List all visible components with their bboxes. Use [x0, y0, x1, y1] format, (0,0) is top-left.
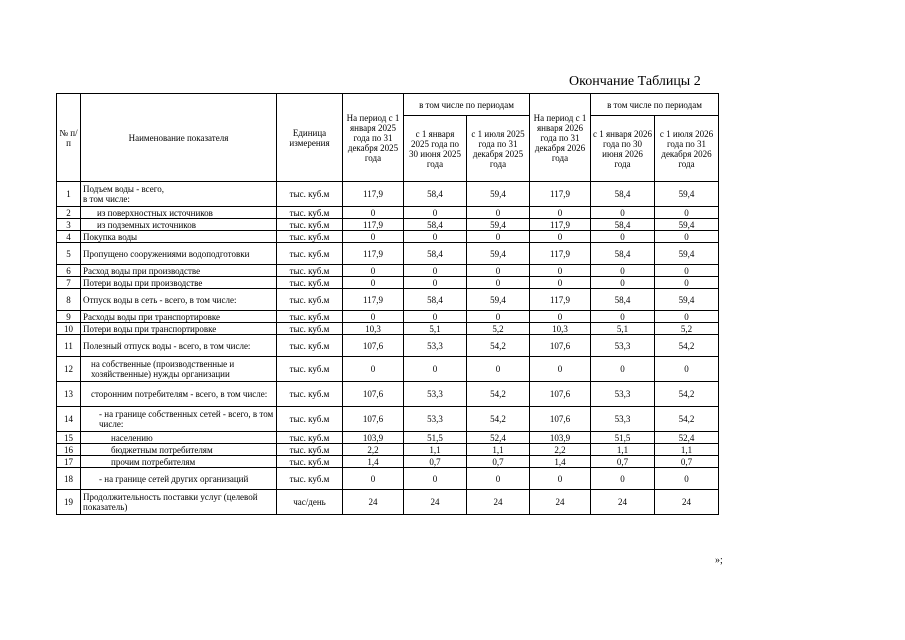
- table-row: [57, 382, 719, 407]
- value-cell: 5,1: [591, 323, 655, 335]
- value-cell: 0: [530, 277, 591, 289]
- value-cell: 107,6: [530, 335, 591, 357]
- value-cell: 0: [530, 311, 591, 323]
- value-cell: 58,4: [591, 182, 655, 207]
- value-cell: 117,9: [530, 219, 591, 231]
- value-cell: 117,9: [343, 219, 404, 231]
- unit-cell: тыс. куб.м: [277, 432, 343, 444]
- value-cell: 117,9: [530, 243, 591, 265]
- unit-cell: тыс. куб.м: [277, 407, 343, 432]
- value-cell: 53,3: [404, 407, 467, 432]
- table-row: [57, 182, 719, 207]
- unit-cell: тыс. куб.м: [277, 444, 343, 456]
- value-cell: 0: [591, 265, 655, 277]
- unit-cell: тыс. куб.м: [277, 311, 343, 323]
- indicator-name-cell: Покупка воды: [81, 231, 277, 243]
- unit-cell: тыс. куб.м: [277, 382, 343, 407]
- unit-cell: тыс. куб.м: [277, 277, 343, 289]
- value-cell: 0: [467, 207, 530, 219]
- header-period-2026: На период с 1 января 2026 года по 31 декабря 2026 года: [530, 94, 591, 182]
- value-cell: 0: [467, 265, 530, 277]
- value-cell: 0: [467, 277, 530, 289]
- value-cell: 1,1: [591, 444, 655, 456]
- table-row: [57, 335, 719, 357]
- value-cell: 0: [530, 207, 591, 219]
- value-cell: 103,9: [530, 432, 591, 444]
- row-number-cell: 19: [57, 490, 81, 515]
- value-cell: 0: [467, 357, 530, 382]
- value-cell: 53,3: [404, 382, 467, 407]
- value-cell: 0: [530, 265, 591, 277]
- indicator-name-cell: Подъем воды - всего, в том числе:: [81, 182, 277, 207]
- value-cell: 107,6: [530, 382, 591, 407]
- row-number-cell: 1: [57, 182, 81, 207]
- unit-cell: тыс. куб.м: [277, 468, 343, 490]
- row-number-cell: 12: [57, 357, 81, 382]
- value-cell: 53,3: [591, 382, 655, 407]
- unit-cell: тыс. куб.м: [277, 231, 343, 243]
- value-cell: 59,4: [655, 289, 719, 311]
- value-cell: 0: [343, 207, 404, 219]
- value-cell: 58,4: [591, 219, 655, 231]
- value-cell: 59,4: [467, 243, 530, 265]
- unit-cell: тыс. куб.м: [277, 219, 343, 231]
- value-cell: 0: [655, 311, 719, 323]
- value-cell: 0: [404, 265, 467, 277]
- indicator-name-cell: Расходы воды при транспортировке: [81, 311, 277, 323]
- table-body: [57, 182, 719, 515]
- value-cell: 24: [591, 490, 655, 515]
- value-cell: 0: [404, 207, 467, 219]
- table-row: [57, 231, 719, 243]
- value-cell: 0: [655, 265, 719, 277]
- unit-cell: час/день: [277, 490, 343, 515]
- value-cell: 1,1: [655, 444, 719, 456]
- value-cell: 0: [655, 357, 719, 382]
- value-cell: 54,2: [467, 407, 530, 432]
- value-cell: 59,4: [655, 182, 719, 207]
- unit-cell: тыс. куб.м: [277, 335, 343, 357]
- table-row: [57, 432, 719, 444]
- value-cell: 24: [655, 490, 719, 515]
- value-cell: 0,7: [655, 456, 719, 468]
- value-cell: 0,7: [404, 456, 467, 468]
- indicator-name-cell: Потери воды при транспортировке: [81, 323, 277, 335]
- value-cell: 1,1: [404, 444, 467, 456]
- value-cell: 58,4: [404, 289, 467, 311]
- unit-cell: тыс. куб.м: [277, 182, 343, 207]
- value-cell: 54,2: [655, 407, 719, 432]
- value-cell: 0: [591, 357, 655, 382]
- table-row: [57, 357, 719, 382]
- value-cell: 1,1: [467, 444, 530, 456]
- table-row: [57, 323, 719, 335]
- unit-cell: тыс. куб.м: [277, 357, 343, 382]
- table-row: [57, 219, 719, 231]
- header-h2-2025: с 1 июля 2025 года по 31 декабря 2025 года: [467, 116, 530, 182]
- table-row: [57, 207, 719, 219]
- table-row: [57, 289, 719, 311]
- value-cell: 54,2: [655, 382, 719, 407]
- row-number-cell: 7: [57, 277, 81, 289]
- table-row: [57, 456, 719, 468]
- value-cell: 24: [343, 490, 404, 515]
- unit-cell: тыс. куб.м: [277, 243, 343, 265]
- value-cell: 107,6: [343, 382, 404, 407]
- row-number-cell: 16: [57, 444, 81, 456]
- indicator-name-cell: - на границе сетей других организаций: [81, 468, 277, 490]
- value-cell: 117,9: [530, 182, 591, 207]
- row-number-cell: 18: [57, 468, 81, 490]
- value-cell: 0: [343, 277, 404, 289]
- value-cell: 53,3: [404, 335, 467, 357]
- value-cell: 51,5: [591, 432, 655, 444]
- header-h1-2025: с 1 января 2025 года по 30 июня 2025 года: [404, 116, 467, 182]
- indicator-name-cell: на собственные (производственные и хозяйственные) нужды организации: [81, 357, 277, 382]
- value-cell: 0: [655, 277, 719, 289]
- value-cell: 0: [591, 231, 655, 243]
- unit-cell: тыс. куб.м: [277, 289, 343, 311]
- unit-cell: тыс. куб.м: [277, 265, 343, 277]
- value-cell: 0: [591, 468, 655, 490]
- value-cell: 5,2: [467, 323, 530, 335]
- value-cell: 2,2: [343, 444, 404, 456]
- value-cell: 0: [591, 311, 655, 323]
- table-caption: Окончание Таблицы 2: [569, 74, 701, 89]
- value-cell: 0,7: [467, 456, 530, 468]
- value-cell: 0: [467, 468, 530, 490]
- header-unit: Единица измерения: [277, 94, 343, 182]
- value-cell: 24: [404, 490, 467, 515]
- value-cell: 0: [404, 277, 467, 289]
- value-cell: 0: [343, 265, 404, 277]
- value-cell: 117,9: [530, 289, 591, 311]
- value-cell: 107,6: [343, 407, 404, 432]
- header-num: № п/п: [57, 94, 81, 182]
- indicator-name-cell: бюджетным потребителям: [81, 444, 277, 456]
- water-balance-table: [56, 93, 719, 515]
- value-cell: 59,4: [467, 289, 530, 311]
- value-cell: 0: [343, 311, 404, 323]
- value-cell: 0: [343, 231, 404, 243]
- value-cell: 10,3: [343, 323, 404, 335]
- header-name: Наименование показателя: [81, 94, 277, 182]
- value-cell: 24: [467, 490, 530, 515]
- value-cell: 1,4: [343, 456, 404, 468]
- value-cell: 58,4: [404, 243, 467, 265]
- value-cell: 103,9: [343, 432, 404, 444]
- value-cell: 0: [655, 468, 719, 490]
- table-row: [57, 243, 719, 265]
- value-cell: 0: [404, 468, 467, 490]
- row-number-cell: 3: [57, 219, 81, 231]
- header-h2-2026: с 1 июля 2026 года по 31 декабря 2026 года: [655, 116, 719, 182]
- value-cell: 5,1: [404, 323, 467, 335]
- value-cell: 0: [404, 231, 467, 243]
- table-row: [57, 444, 719, 456]
- value-cell: 0: [591, 277, 655, 289]
- indicator-name-cell: Отпуск воды в сеть - всего, в том числе:: [81, 289, 277, 311]
- value-cell: 0: [655, 231, 719, 243]
- row-number-cell: 10: [57, 323, 81, 335]
- value-cell: 107,6: [530, 407, 591, 432]
- indicator-name-cell: Пропущено сооружениями водоподготовки: [81, 243, 277, 265]
- value-cell: 58,4: [591, 289, 655, 311]
- value-cell: 59,4: [655, 219, 719, 231]
- row-number-cell: 13: [57, 382, 81, 407]
- row-number-cell: 14: [57, 407, 81, 432]
- value-cell: 0: [530, 231, 591, 243]
- row-number-cell: 8: [57, 289, 81, 311]
- unit-cell: тыс. куб.м: [277, 207, 343, 219]
- value-cell: 10,3: [530, 323, 591, 335]
- indicator-name-cell: прочим потребителям: [81, 456, 277, 468]
- indicator-name-cell: Расход воды при производстве: [81, 265, 277, 277]
- value-cell: 5,2: [655, 323, 719, 335]
- value-cell: 0: [530, 468, 591, 490]
- value-cell: 54,2: [467, 335, 530, 357]
- value-cell: 0: [404, 357, 467, 382]
- row-number-cell: 5: [57, 243, 81, 265]
- indicator-name-cell: населению: [81, 432, 277, 444]
- indicator-name-cell: - на границе собственных сетей - всего, в том числе:: [81, 407, 277, 432]
- value-cell: 59,4: [467, 182, 530, 207]
- table-row: [57, 407, 719, 432]
- value-cell: 54,2: [467, 382, 530, 407]
- closing-quote: »;: [715, 555, 723, 566]
- value-cell: 117,9: [343, 182, 404, 207]
- table-row: [57, 265, 719, 277]
- value-cell: 54,2: [655, 335, 719, 357]
- unit-cell: тыс. куб.м: [277, 323, 343, 335]
- value-cell: 107,6: [343, 335, 404, 357]
- row-number-cell: 4: [57, 231, 81, 243]
- value-cell: 0: [530, 357, 591, 382]
- indicator-name-cell: Полезный отпуск воды - всего, в том числе:: [81, 335, 277, 357]
- row-number-cell: 15: [57, 432, 81, 444]
- value-cell: 0: [467, 311, 530, 323]
- header-h1-2026: с 1 января 2026 года по 30 июня 2026 года: [591, 116, 655, 182]
- value-cell: 0: [343, 357, 404, 382]
- value-cell: 58,4: [404, 219, 467, 231]
- value-cell: 1,4: [530, 456, 591, 468]
- value-cell: 24: [530, 490, 591, 515]
- header-including-2026: в том числе по периодам: [591, 94, 719, 116]
- value-cell: 59,4: [467, 219, 530, 231]
- value-cell: 52,4: [467, 432, 530, 444]
- row-number-cell: 9: [57, 311, 81, 323]
- value-cell: 0,7: [591, 456, 655, 468]
- table-row: [57, 277, 719, 289]
- table-row: [57, 311, 719, 323]
- value-cell: 51,5: [404, 432, 467, 444]
- row-number-cell: 11: [57, 335, 81, 357]
- value-cell: 58,4: [591, 243, 655, 265]
- value-cell: 117,9: [343, 243, 404, 265]
- value-cell: 0: [467, 231, 530, 243]
- value-cell: 0: [655, 207, 719, 219]
- indicator-name-cell: из поверхностных источников: [81, 207, 277, 219]
- unit-cell: тыс. куб.м: [277, 456, 343, 468]
- value-cell: 53,3: [591, 335, 655, 357]
- value-cell: 53,3: [591, 407, 655, 432]
- row-number-cell: 17: [57, 456, 81, 468]
- value-cell: 0: [404, 311, 467, 323]
- indicator-name-cell: сторонним потребителям - всего, в том числе:: [81, 382, 277, 407]
- table-row: [57, 490, 719, 515]
- header-period-2025: На период с 1 января 2025 года по 31 декабря 2025 года: [343, 94, 404, 182]
- row-number-cell: 2: [57, 207, 81, 219]
- value-cell: 52,4: [655, 432, 719, 444]
- value-cell: 2,2: [530, 444, 591, 456]
- indicator-name-cell: Потери воды при производстве: [81, 277, 277, 289]
- value-cell: 0: [343, 468, 404, 490]
- indicator-name-cell: Продолжительность поставки услуг (целевой показатель): [81, 490, 277, 515]
- value-cell: 58,4: [404, 182, 467, 207]
- row-number-cell: 6: [57, 265, 81, 277]
- header-including-2025: в том числе по периодам: [404, 94, 530, 116]
- value-cell: 59,4: [655, 243, 719, 265]
- value-cell: 0: [591, 207, 655, 219]
- indicator-name-cell: из подземных источников: [81, 219, 277, 231]
- table-row: [57, 468, 719, 490]
- value-cell: 117,9: [343, 289, 404, 311]
